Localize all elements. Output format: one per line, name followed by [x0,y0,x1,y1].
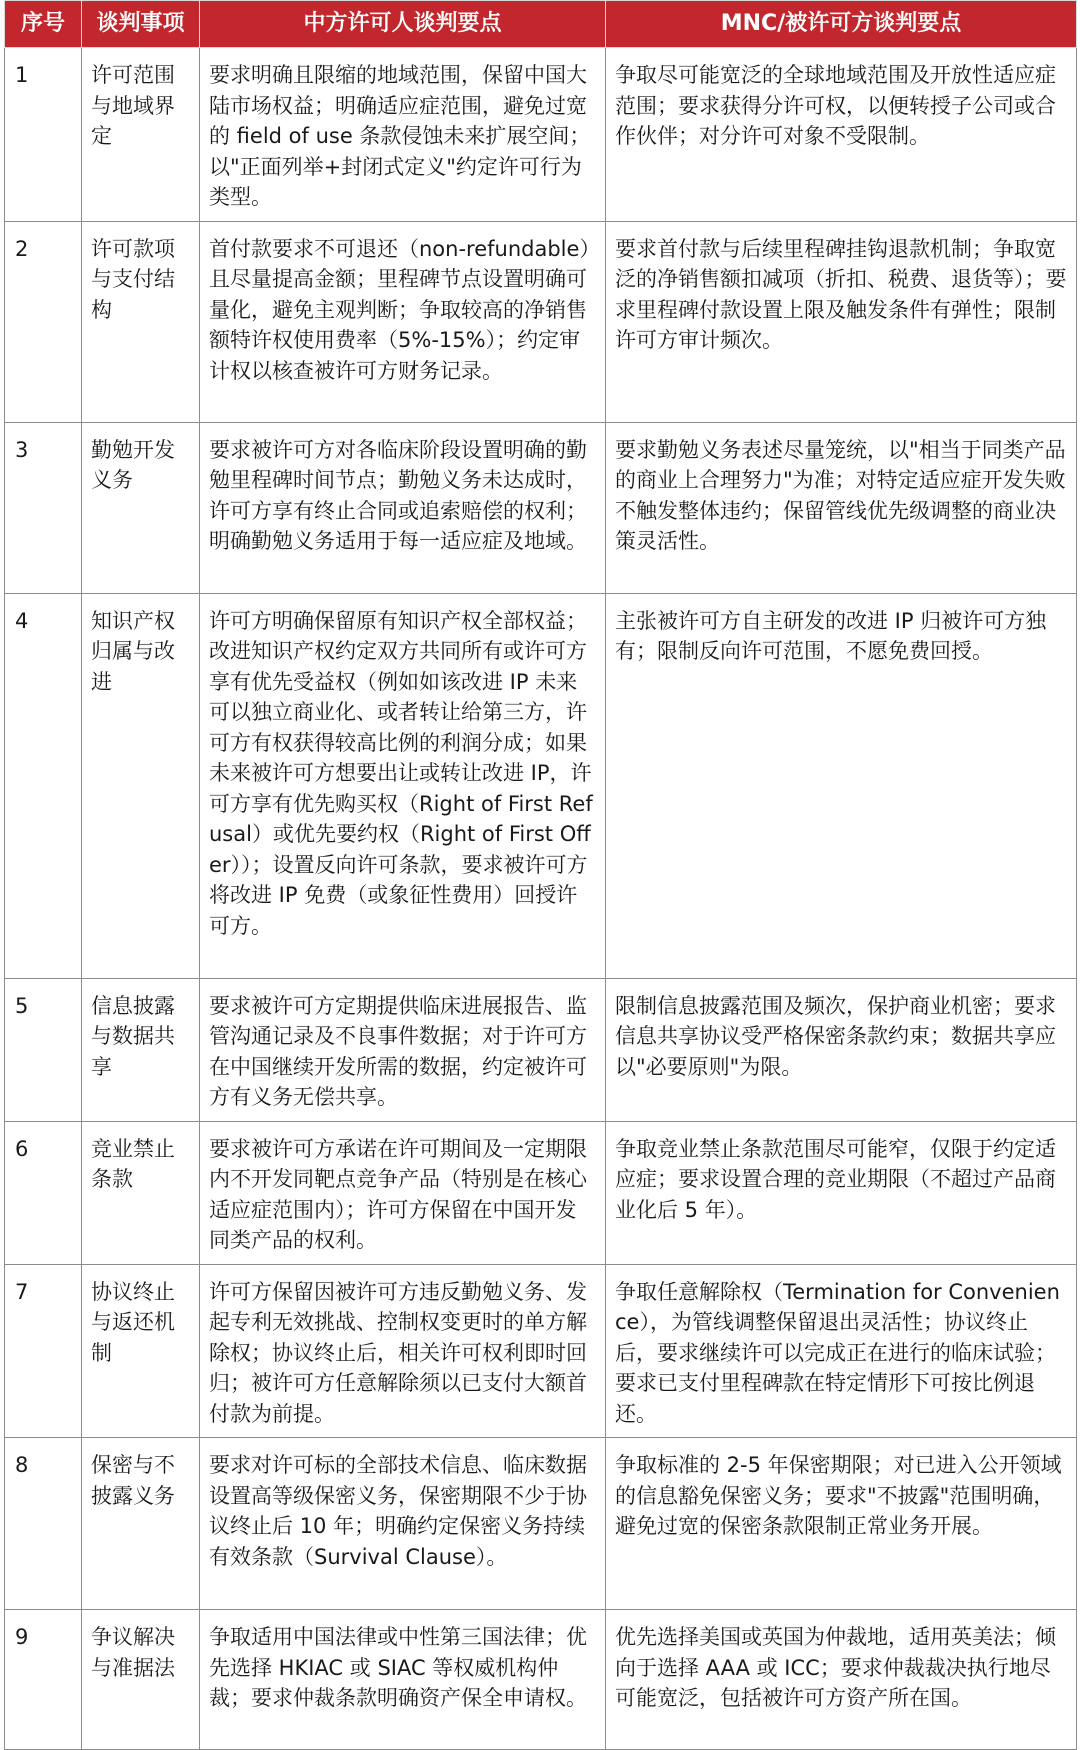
row-licensee-point: 主张被许可方自主研发的改进 IP 归被许可方独有；限制反向许可范围，不愿免费回授。 [606,593,1077,978]
table-row [5,1264,1077,1438]
row-number: 7 [5,1264,82,1438]
row-item: 保密与不披露义务 [82,1438,200,1610]
row-number: 4 [5,593,82,978]
table-row [5,978,1077,1121]
table-row [5,1121,1077,1264]
table-row [5,1438,1077,1610]
row-licensee-point: 争取尽可能宽泛的全球地域范围及开放性适应症范围；要求获得分许可权，以便转授子公司或合作伙伴；对分许可对象不受限制。 [606,48,1077,222]
row-licensor-point: 要求明确且限缩的地域范围，保留中国大陆市场权益；明确适应症范围，避免过宽的 field of use 条款侵蚀未来扩展空间；以"正面列举+封闭式定义"约定许可行为类型。 [200,48,606,222]
row-licensor-point: 许可方保留因被许可方违反勤勉义务、发起专利无效挑战、控制权变更时的单方解除权；协议终止后，相关许可权利即时回归；被许可方任意解除须以已支付大额首付款为前提。 [200,1264,606,1438]
row-licensor-point: 要求被许可方承诺在许可期间及一定期限内不开发同靶点竞争产品（特别是在核心适应症范围内）；许可方保留在中国开发同类产品的权利。 [200,1121,606,1264]
row-number: 2 [5,221,82,422]
row-item: 协议终止与返还机制 [82,1264,200,1438]
row-number: 6 [5,1121,82,1264]
table-row [5,48,1077,222]
row-item: 信息披露与数据共享 [82,978,200,1121]
table-row [5,221,1077,422]
table-row [5,593,1077,978]
row-item: 争议解决与准据法 [82,1610,200,1750]
row-item: 竞业禁止条款 [82,1121,200,1264]
table-header-row [5,1,1077,48]
row-licensor-point: 许可方明确保留原有知识产权全部权益；改进知识产权约定双方共同所有或许可方享有优先受益权（例如如该改进 IP 未来可以独立商业化、或者转让给第三方，许可方有权获得较高比例的利润分成；如果未来被许可方想要出让或转让改进 IP，许可方享有优先购买权（Right of First Refusal）或优先要约权（Right of First Offer））；设置反向许可条款，要求被许可方将改进 IP 免费（或象征性费用）回授许可方。 [200,593,606,978]
row-licensee-point: 争取任意解除权（Termination for Convenience），为管线调整保留退出灵活性；协议终止后，要求继续许可以完成正在进行的临床试验；要求已支付里程碑款在特定情形下可按比例退还。 [606,1264,1077,1438]
row-licensor-point: 要求被许可方定期提供临床进展报告、监管沟通记录及不良事件数据；对于许可方在中国继续开发所需的数据，约定被许可方有义务无偿共享。 [200,978,606,1121]
header-licensee-points: MNC/被许可方谈判要点 [606,1,1077,48]
table-row [5,422,1077,593]
row-licensee-point: 限制信息披露范围及频次，保护商业机密；要求信息共享协议受严格保密条款约束；数据共享应以"必要原则"为限。 [606,978,1077,1121]
row-item: 许可范围与地域界定 [82,48,200,222]
header-licensor-points: 中方许可人谈判要点 [200,1,606,48]
row-number: 5 [5,978,82,1121]
row-number: 8 [5,1438,82,1610]
row-licensor-point: 争取适用中国法律或中性第三国法律；优先选择 HKIAC 或 SIAC 等权威机构仲裁；要求仲裁条款明确资产保全申请权。 [200,1610,606,1750]
row-licensee-point: 争取竞业禁止条款范围尽可能窄，仅限于约定适应症；要求设置合理的竞业期限（不超过产品商业化后 5 年）。 [606,1121,1077,1264]
negotiation-points-table [4,0,1077,1750]
row-licensor-point: 要求对许可标的全部技术信息、临床数据设置高等级保密义务，保密期限不少于协议终止后 10 年；明确约定保密义务持续有效条款（Survival Clause）。 [200,1438,606,1610]
row-item: 许可款项与支付结构 [82,221,200,422]
row-number: 1 [5,48,82,222]
row-number: 9 [5,1610,82,1750]
row-licensor-point: 首付款要求不可退还（non-refundable）且尽量提高金额；里程碑节点设置明确可量化，避免主观判断；争取较高的净销售额特许权使用费率（5%-15%）；约定审计权以核查被许可方财务记录。 [200,221,606,422]
row-number: 3 [5,422,82,593]
row-item: 知识产权归属与改进 [82,593,200,978]
row-licensor-point: 要求被许可方对各临床阶段设置明确的勤勉里程碑时间节点；勤勉义务未达成时，许可方享有终止合同或追索赔偿的权利；明确勤勉义务适用于每一适应症及地域。 [200,422,606,593]
header-no: 序号 [5,1,82,48]
row-item: 勤勉开发义务 [82,422,200,593]
header-item: 谈判事项 [82,1,200,48]
row-licensee-point: 优先选择美国或英国为仲裁地，适用英美法；倾向于选择 AAA 或 ICC；要求仲裁裁决执行地尽可能宽泛，包括被许可方资产所在国。 [606,1610,1077,1750]
table-row [5,1610,1077,1750]
row-licensee-point: 要求勤勉义务表述尽量笼统，以"相当于同类产品的商业上合理努力"为准；对特定适应症开发失败不触发整体违约；保留管线优先级调整的商业决策灵活性。 [606,422,1077,593]
negotiation-table-container [4,0,1076,1750]
row-licensee-point: 要求首付款与后续里程碑挂钩退款机制；争取宽泛的净销售额扣减项（折扣、税费、退货等）；要求里程碑付款设置上限及触发条件有弹性；限制许可方审计频次。 [606,221,1077,422]
row-licensee-point: 争取标准的 2-5 年保密期限；对已进入公开领域的信息豁免保密义务；要求"不披露"范围明确，避免过宽的保密条款限制正常业务开展。 [606,1438,1077,1610]
